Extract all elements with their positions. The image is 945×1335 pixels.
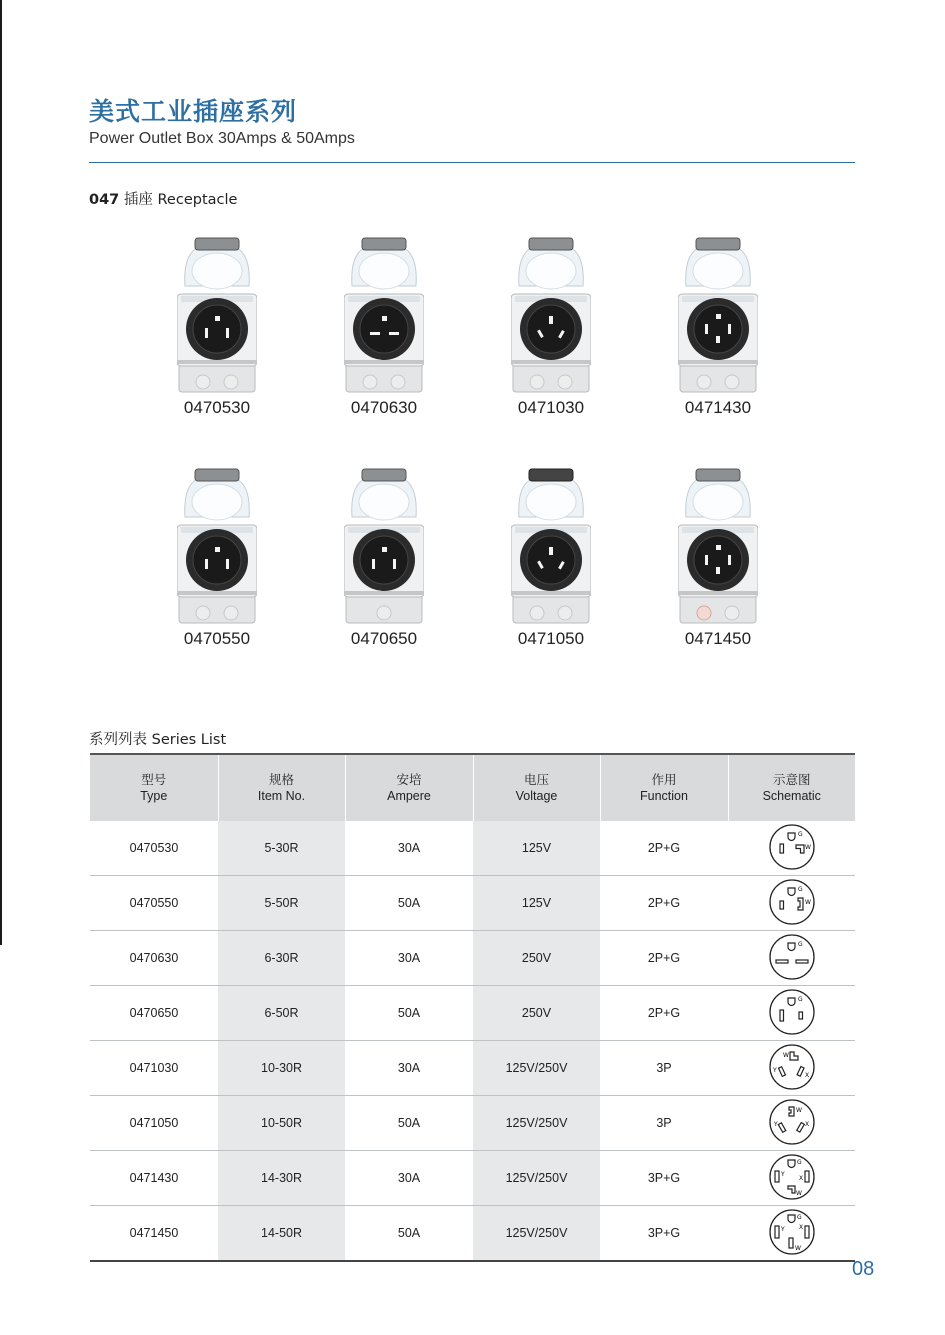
header-item-no: 规格 Item No.	[218, 754, 345, 821]
product-card	[491, 236, 611, 421]
product-code: 0470530	[183, 398, 251, 417]
svg-text:W: W	[782, 1051, 789, 1059]
schematic-6-30r-icon	[768, 933, 816, 981]
svg-text:G: G	[797, 830, 803, 838]
svg-text:X: X	[804, 1071, 809, 1079]
product-code: 0471050	[517, 629, 585, 648]
svg-text:W: W	[804, 843, 811, 851]
header-schematic: 示意图 Schematic	[728, 754, 855, 821]
svg-text:Y: Y	[780, 1225, 785, 1233]
product-card	[324, 236, 444, 421]
receptacle-section-title	[89, 188, 237, 209]
product-card	[658, 467, 778, 652]
series-table	[90, 753, 855, 1262]
header-function: 作用 Function	[600, 754, 728, 821]
product-code: 0471430	[684, 398, 752, 417]
schematic-10-50r-icon	[768, 1098, 816, 1146]
section-label: 插座 Receptacle	[123, 192, 238, 208]
header-type: 型号 Type	[90, 754, 218, 821]
header-voltage: 电压 Voltage	[473, 754, 600, 821]
page-number: 08	[852, 1258, 875, 1280]
schematic-6-50r-icon	[768, 988, 816, 1036]
schematic-14-30r-icon	[768, 1153, 816, 1201]
receptacle-image	[511, 467, 591, 625]
svg-text:Y: Y	[773, 1120, 778, 1128]
receptacle-image	[177, 236, 257, 394]
schematic-14-50r-icon	[768, 1208, 816, 1256]
svg-text:G: G	[797, 995, 803, 1003]
table-row: 0471030 10-30R 30A 125V/250V 3P W Y X	[90, 1041, 855, 1096]
receptacle-image	[344, 236, 424, 394]
receptacle-image	[678, 236, 758, 394]
svg-text:G: G	[797, 885, 803, 893]
svg-text:G: G	[796, 1158, 802, 1166]
header-divider	[89, 162, 855, 163]
table-row: 0470530 5-30R 30A 125V 2P+G G W	[90, 821, 855, 876]
header-ampere: 安培 Ampere	[345, 754, 473, 821]
svg-text:W: W	[795, 1106, 802, 1114]
schematic-5-50r-icon	[768, 878, 816, 926]
svg-text:W: W	[804, 898, 811, 906]
product-card	[157, 467, 277, 652]
table-row: 0471050 10-50R 50A 125V/250V 3P W Y X	[90, 1096, 855, 1151]
series-section-title: 系列列表 Series List	[89, 732, 227, 748]
page-title: 美式工业插座系列	[89, 97, 298, 126]
table-row: 0471450 14-50R 50A 125V/250V 3P+G G Y X W	[90, 1206, 855, 1262]
table-row: 0470630 6-30R 30A 250V 2P+G G	[90, 931, 855, 986]
product-code: 0470630	[350, 398, 418, 417]
svg-text:Y: Y	[772, 1066, 777, 1074]
table-row: 0470550 5-50R 50A 125V 2P+G G W	[90, 876, 855, 931]
page-subtitle: Power Outlet Box 30Amps & 50Amps	[89, 130, 355, 147]
table-row: 0471430 14-30R 30A 125V/250V 3P+G G Y X W	[90, 1151, 855, 1206]
schematic-5-30r-icon	[768, 823, 816, 871]
svg-text:G: G	[797, 940, 803, 948]
product-card	[491, 467, 611, 652]
product-card	[157, 236, 277, 421]
receptacle-image	[177, 467, 257, 625]
receptacle-image	[678, 467, 758, 625]
product-code: 0470550	[183, 629, 251, 648]
product-card	[324, 467, 444, 652]
svg-text:W: W	[795, 1189, 802, 1197]
left-edge-rule	[0, 0, 2, 945]
svg-text:W: W	[794, 1244, 801, 1252]
product-code: 0471450	[684, 629, 752, 648]
svg-text:X: X	[798, 1223, 803, 1231]
schematic-10-30r-icon	[768, 1043, 816, 1091]
svg-text:X: X	[804, 1120, 809, 1128]
product-card	[658, 236, 778, 421]
svg-text:G: G	[796, 1213, 802, 1221]
svg-text:Y: Y	[780, 1170, 785, 1178]
receptacle-image	[511, 236, 591, 394]
section-number: 047	[89, 192, 120, 208]
table-row: 0470650 6-50R 50A 250V 2P+G G	[90, 986, 855, 1041]
product-code: 0471030	[517, 398, 585, 417]
table-header-row	[90, 754, 855, 821]
product-code: 0470650	[350, 629, 418, 648]
receptacle-image	[344, 467, 424, 625]
svg-text:X: X	[798, 1174, 803, 1182]
